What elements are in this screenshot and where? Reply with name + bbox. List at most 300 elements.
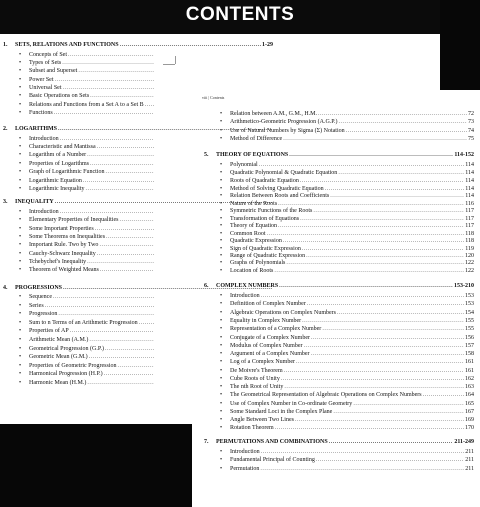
bullet-icon: • [220, 293, 223, 299]
dot-leader [45, 302, 154, 310]
dot-leader [63, 84, 155, 92]
entry-label: Method of Difference [230, 136, 283, 142]
bullet-icon: • [19, 242, 22, 248]
entry-label: Properties of AP [29, 328, 69, 334]
page-number: 122 [465, 268, 474, 274]
dot-leader [87, 379, 154, 387]
entry-label: Important Rule. Two by Two [29, 242, 99, 248]
toc-entry[interactable] [204, 207, 474, 215]
entry-label: Theorem of Weighted Means [29, 267, 99, 273]
dot-leader [311, 334, 464, 342]
bullet-icon: • [220, 318, 223, 324]
dot-leader [87, 151, 154, 159]
entry-label: Theory of Equation [230, 223, 277, 229]
entry-label: Roots of Quadratic Equation [230, 178, 299, 184]
bullet-icon: • [19, 226, 22, 232]
dot-leader [90, 92, 154, 100]
page-number: 164 [465, 392, 474, 398]
dot-leader [106, 233, 154, 241]
toc-entry[interactable] [204, 135, 474, 143]
bullet-icon: • [220, 466, 223, 472]
entry-label: Range of Quadratic Expression [230, 253, 306, 259]
entry-label: Harmonic Mean (H.M.) [29, 380, 87, 386]
dot-leader [261, 448, 465, 456]
dot-leader [60, 208, 154, 216]
entry-label: Cauchy-Schwarz Inequality [29, 251, 96, 257]
toc-entry[interactable] [204, 292, 474, 300]
dot-leader [145, 101, 154, 109]
entry-label: The Geometrical Representation of Algebraic Operations on Complex Numbers [230, 392, 422, 398]
toc-entry[interactable] [204, 118, 474, 126]
dot-leader [329, 438, 454, 446]
entry-label: Introduction [29, 209, 59, 215]
entry-label: Cube Roots of Unity [230, 376, 280, 382]
entry-label: Logarithm of a Number [29, 152, 87, 158]
entry-label: Tchebychef's Inequality [29, 259, 87, 265]
chapter-title: SETS, RELATIONS AND FUNCTIONS [15, 42, 119, 48]
dot-leader [279, 282, 453, 290]
toc-entry[interactable] [3, 208, 155, 216]
toc-entry[interactable] [204, 325, 474, 333]
toc-entry[interactable] [3, 168, 155, 176]
toc-entry[interactable] [3, 310, 155, 318]
chapter-title: PROGRESSIONS [15, 285, 63, 291]
dot-leader [78, 67, 154, 75]
dot-leader [423, 391, 464, 399]
bullet-icon: • [220, 223, 223, 229]
page-number: 154 [465, 310, 474, 316]
entry-label: Arithmetico-Geometric Progression (A.G.P.) [230, 119, 338, 125]
dot-leader [281, 375, 464, 383]
entry-label: Properties of Logarithms [29, 161, 89, 167]
bullet-icon: • [220, 376, 223, 382]
page-number: 74 [468, 128, 474, 134]
bullet-icon: • [220, 111, 223, 117]
bullet-icon: • [19, 371, 22, 377]
page-number: 211-249 [454, 439, 474, 445]
page-number: 170 [465, 425, 474, 431]
dot-leader [289, 151, 453, 159]
page-number: 157 [465, 343, 474, 349]
bullet-icon: • [220, 253, 223, 259]
dot-leader [54, 109, 154, 117]
entry-label: Some Standard Loci in the Complex Plane [230, 409, 333, 415]
black-overlay-bottom-left [0, 424, 192, 507]
page-number: 73 [468, 119, 474, 125]
bullet-icon: • [19, 251, 22, 257]
bullet-icon: • [19, 178, 22, 184]
dot-leader [68, 51, 154, 59]
bullet-icon: • [220, 128, 223, 134]
bullet-icon: • [19, 320, 22, 326]
toc-entry[interactable] [3, 370, 155, 378]
toc-entry[interactable] [204, 383, 474, 391]
bullet-icon: • [19, 52, 22, 58]
entry-label: Series [29, 303, 44, 309]
bullet-icon: • [19, 60, 22, 66]
page-number: 211 [465, 457, 474, 463]
dot-leader [60, 135, 154, 143]
bullet-icon: • [220, 193, 223, 199]
bullet-icon: • [19, 234, 22, 240]
chapter-title: COMPLEX NUMBERS [216, 283, 279, 289]
page-number: 163 [465, 384, 474, 390]
toc-entry[interactable] [3, 101, 155, 109]
bullet-icon: • [220, 216, 223, 222]
entry-label: Representation of a Complex Number [230, 326, 322, 332]
bullet-icon: • [19, 110, 22, 116]
entry-label: Logarithmic Equation [29, 178, 82, 184]
toc-entry[interactable] [204, 391, 474, 399]
bullet-icon: • [220, 162, 223, 168]
bullet-icon: • [220, 119, 223, 125]
toc-entry[interactable] [204, 267, 474, 275]
bullet-icon: • [19, 161, 22, 167]
dot-leader [100, 266, 154, 274]
entry-label: Argument of a Complex Number [230, 351, 310, 357]
toc-chapter-heading[interactable] [204, 282, 474, 290]
entry-label: Universal Set [29, 85, 62, 91]
toc-entry[interactable] [204, 300, 474, 308]
toc-entry[interactable] [204, 110, 474, 118]
page-number: 161 [465, 368, 474, 374]
entry-label: Location of Roots [230, 268, 274, 274]
toc-entry[interactable] [3, 67, 155, 75]
toc-entry[interactable] [3, 92, 155, 100]
toc-entry[interactable] [3, 266, 155, 274]
toc-entry[interactable] [204, 309, 474, 317]
dot-leader [283, 135, 467, 143]
bullet-icon: • [19, 217, 22, 223]
dot-leader [284, 383, 464, 391]
toc-entry[interactable] [3, 135, 155, 143]
toc-entry[interactable] [204, 367, 474, 375]
toc-entry[interactable] [204, 177, 474, 185]
dot-leader [275, 424, 464, 432]
toc-entry[interactable] [204, 334, 474, 342]
toc-chapter-heading[interactable] [204, 151, 474, 159]
toc-entry[interactable] [3, 293, 155, 301]
page-number: 118 [465, 231, 474, 237]
dot-leader [353, 400, 464, 408]
page-number: 167 [465, 409, 474, 415]
page-number: 72 [468, 111, 474, 117]
bullet-icon: • [19, 294, 22, 300]
page-number: 169 [465, 417, 474, 423]
toc-entry[interactable] [3, 241, 155, 249]
toc-entry[interactable] [3, 160, 155, 168]
entry-label: Geometric Mean (G.M.) [29, 354, 88, 360]
dot-leader [97, 250, 154, 258]
toc-entry[interactable] [204, 342, 474, 350]
dot-leader [338, 118, 467, 126]
page-number: 117 [465, 208, 474, 214]
toc-entry[interactable] [3, 143, 155, 151]
bullet-icon: • [220, 246, 223, 252]
entry-label: Common Root [230, 231, 266, 237]
page-number: 153 [465, 293, 474, 299]
toc-chapter-heading[interactable] [204, 438, 474, 446]
dot-leader [278, 222, 464, 230]
entry-label: The nth Root of Unity [230, 384, 284, 390]
entry-label: Characteristic and Mantissa [29, 144, 96, 150]
dot-leader [346, 127, 467, 135]
toc-entry[interactable] [204, 408, 474, 416]
dot-leader [85, 185, 154, 193]
dot-leader [58, 310, 154, 318]
bullet-icon: • [19, 380, 22, 386]
bullet-icon: • [220, 201, 223, 207]
page-number: 155 [465, 318, 474, 324]
toc-entry[interactable] [3, 353, 155, 361]
bullet-icon: • [220, 231, 223, 237]
entry-label: Some Theorems on Inequalities [29, 234, 106, 240]
entry-label: Introduction [29, 136, 59, 142]
toc-entry[interactable] [3, 216, 155, 224]
entry-label: Graphs of Polynomials [230, 260, 286, 266]
page-number: 114 [465, 170, 474, 176]
toc-entry[interactable] [204, 448, 474, 456]
toc-entry[interactable] [3, 258, 155, 266]
toc-entry[interactable] [204, 358, 474, 366]
bullet-icon: • [220, 310, 223, 316]
dot-leader [139, 319, 154, 327]
toc-entry[interactable] [204, 456, 474, 464]
dot-leader [318, 110, 467, 118]
entry-label: Quadratic Polynomial & Quadratic Equation [230, 170, 338, 176]
dot-leader [333, 408, 464, 416]
bullet-icon: • [19, 303, 22, 309]
dot-leader [283, 237, 464, 245]
toc-entry[interactable] [204, 161, 474, 169]
entry-label: Introduction [230, 449, 260, 455]
page-number: 1-29 [262, 42, 273, 48]
bullet-icon: • [220, 359, 223, 365]
bullet-icon: • [19, 77, 22, 83]
toc-entry[interactable] [204, 127, 474, 135]
bullet-icon: • [220, 401, 223, 407]
dot-leader [322, 325, 464, 333]
toc-entry[interactable] [3, 362, 155, 370]
bullet-icon: • [220, 409, 223, 415]
dot-leader [338, 169, 464, 177]
entry-label: Method of Solving Quadratic Equation [230, 186, 324, 192]
page-number: 114 [465, 186, 474, 192]
page-number: 114 [465, 193, 474, 199]
chapter-number: 2. [3, 126, 8, 132]
toc-entry[interactable] [3, 225, 155, 233]
dot-leader [295, 416, 464, 424]
dot-leader [55, 76, 155, 84]
entry-label: Permutation [230, 466, 260, 472]
toc-entry[interactable] [3, 76, 155, 84]
entry-label: Logarithmic Inequality [29, 186, 85, 192]
entry-label: Rotation Theorem [230, 425, 274, 431]
entry-label: Subset and Superset [29, 68, 78, 74]
page-number: 118 [465, 238, 474, 244]
page-number: 162 [465, 376, 474, 382]
toc-entry[interactable] [3, 233, 155, 241]
entry-label: Definition of Complex Number [230, 301, 306, 307]
page-number: 153 [465, 301, 474, 307]
toc-entry[interactable] [3, 327, 155, 335]
bullet-icon: • [220, 449, 223, 455]
page-title: CONTENTS [185, 4, 295, 25]
entry-label: Log of a Complex Number [230, 359, 295, 365]
bullet-icon: • [220, 136, 223, 142]
bullet-icon: • [220, 368, 223, 374]
page-number: 117 [465, 223, 474, 229]
bullet-icon: • [220, 260, 223, 266]
dot-leader [83, 177, 154, 185]
bullet-icon: • [220, 425, 223, 431]
toc-entry[interactable] [3, 336, 155, 344]
bullet-icon: • [19, 93, 22, 99]
entry-label: Algebraic Operations on Complex Numbers [230, 310, 336, 316]
entry-label: Concepts of Set [29, 52, 67, 58]
toc-entry[interactable] [204, 259, 474, 267]
toc-entry[interactable] [3, 345, 155, 353]
bullet-icon: • [19, 85, 22, 91]
entry-label: Polynomial [230, 162, 258, 168]
dot-leader [261, 292, 464, 300]
page-number: 153-210 [454, 283, 474, 289]
entry-label: Modulus of Complex Number [230, 343, 303, 349]
entry-label: Conjugate of a Complex Number [230, 335, 310, 341]
entry-label: Quadratic Expression [230, 238, 282, 244]
toc-entry[interactable] [204, 375, 474, 383]
bullet-icon: • [220, 170, 223, 176]
toc-entry[interactable] [3, 250, 155, 258]
toc-entry[interactable] [3, 319, 155, 327]
toc-entry[interactable] [204, 192, 474, 200]
bullet-icon: • [19, 337, 22, 343]
chapter-title: LOGARITHMS [15, 126, 58, 132]
bullet-icon: • [220, 326, 223, 332]
toc-entry[interactable] [204, 416, 474, 424]
bullet-icon: • [220, 335, 223, 341]
entry-label: De Moivre's Theorem [230, 368, 283, 374]
dot-leader [95, 225, 154, 233]
dot-leader [99, 241, 154, 249]
toc-entry[interactable] [3, 59, 155, 67]
page-number: 211 [465, 466, 474, 472]
toc-entry[interactable] [3, 84, 155, 92]
chapter-number: 4. [3, 285, 8, 291]
entry-label: Relation between A.M., G.M., H.M. [230, 111, 317, 117]
dot-leader [330, 192, 464, 200]
bullet-icon: • [220, 208, 223, 214]
toc-entry[interactable] [204, 350, 474, 358]
toc-entry[interactable] [204, 222, 474, 230]
toc-entry[interactable] [204, 465, 474, 473]
page-number: 114 [465, 162, 474, 168]
bullet-icon: • [19, 328, 22, 334]
entry-label: Nature of the Roots [230, 201, 278, 207]
entry-label: Equality in Complex Number [230, 318, 302, 324]
toc-right-column [204, 0, 474, 480]
dot-leader [302, 317, 464, 325]
chapter-number: 1. [3, 42, 8, 48]
bullet-icon: • [220, 384, 223, 390]
toc-entry[interactable] [3, 177, 155, 185]
toc-entry[interactable] [3, 185, 155, 193]
entry-label: Properties of Geometric Progression [29, 363, 117, 369]
toc-entry[interactable] [3, 51, 155, 59]
dot-leader [316, 456, 464, 464]
toc-entry[interactable] [3, 302, 155, 310]
entry-label: Basic Operations on Sets [29, 93, 90, 99]
bullet-icon: • [220, 268, 223, 274]
bullet-icon: • [19, 68, 22, 74]
entry-label: Relations and Functions from a Set A to a Set B [29, 102, 144, 108]
entry-label: Transformation of Equations [230, 216, 300, 222]
chapter-number: 6. [204, 283, 209, 289]
dot-leader [70, 327, 154, 335]
page-number: 155 [465, 326, 474, 332]
toc-entry[interactable] [3, 379, 155, 387]
entry-label: Use of Natural Numbers by Sigma (Σ) Notation [230, 128, 345, 134]
toc-entry[interactable] [204, 169, 474, 177]
bullet-icon: • [220, 301, 223, 307]
page-number: 119 [465, 246, 474, 252]
dot-leader [311, 350, 464, 358]
dot-leader [259, 161, 465, 169]
bullet-icon: • [220, 351, 223, 357]
entry-label: Fundamental Principal of Counting [230, 457, 315, 463]
page-number: 122 [465, 260, 474, 266]
entry-label: Progression [29, 311, 58, 317]
dot-leader [62, 59, 154, 67]
toc-entry[interactable] [3, 151, 155, 159]
entry-label: Harmonical Progression (H.P.) [29, 371, 103, 377]
dot-leader [105, 168, 154, 176]
toc-entry[interactable] [204, 237, 474, 245]
toc-entry[interactable] [204, 317, 474, 325]
entry-label: Arithmetic Mean (A.M.) [29, 337, 89, 343]
entry-label: Use of Complex Number in Co-ordinate Geometry [230, 401, 353, 407]
entry-label: Graph of Logarithmic Function [29, 169, 105, 175]
page-number: 120 [465, 253, 474, 259]
dot-leader [89, 336, 154, 344]
dot-leader [87, 258, 154, 266]
bullet-icon: • [19, 267, 22, 273]
bullet-icon: • [19, 346, 22, 352]
toc-entry[interactable] [204, 400, 474, 408]
running-header: viii | Contents [202, 95, 225, 100]
chapter-number: 3. [3, 199, 8, 205]
entry-label: Geometrical Progression (G.P.) [29, 346, 104, 352]
page-number: 117 [465, 216, 474, 222]
bullet-icon: • [19, 354, 22, 360]
dot-leader [104, 370, 154, 378]
bullet-icon: • [19, 169, 22, 175]
bullet-icon: • [19, 363, 22, 369]
dot-leader [119, 216, 154, 224]
page-number: 116 [465, 201, 474, 207]
entry-label: Sum to n Terms of an Arithmetic Progression [29, 320, 138, 326]
chapter-title: THEORY OF EQUATIONS [216, 152, 289, 158]
dot-leader [97, 143, 154, 151]
dot-leader [313, 207, 464, 215]
bullet-icon: • [19, 152, 22, 158]
bullet-icon: • [220, 178, 223, 184]
toc-entry[interactable] [204, 424, 474, 432]
entry-label: Symmetric Functions of the Roots [230, 208, 313, 214]
dot-leader [274, 267, 464, 275]
page-number: 165 [465, 401, 474, 407]
toc-entry[interactable] [3, 109, 155, 117]
